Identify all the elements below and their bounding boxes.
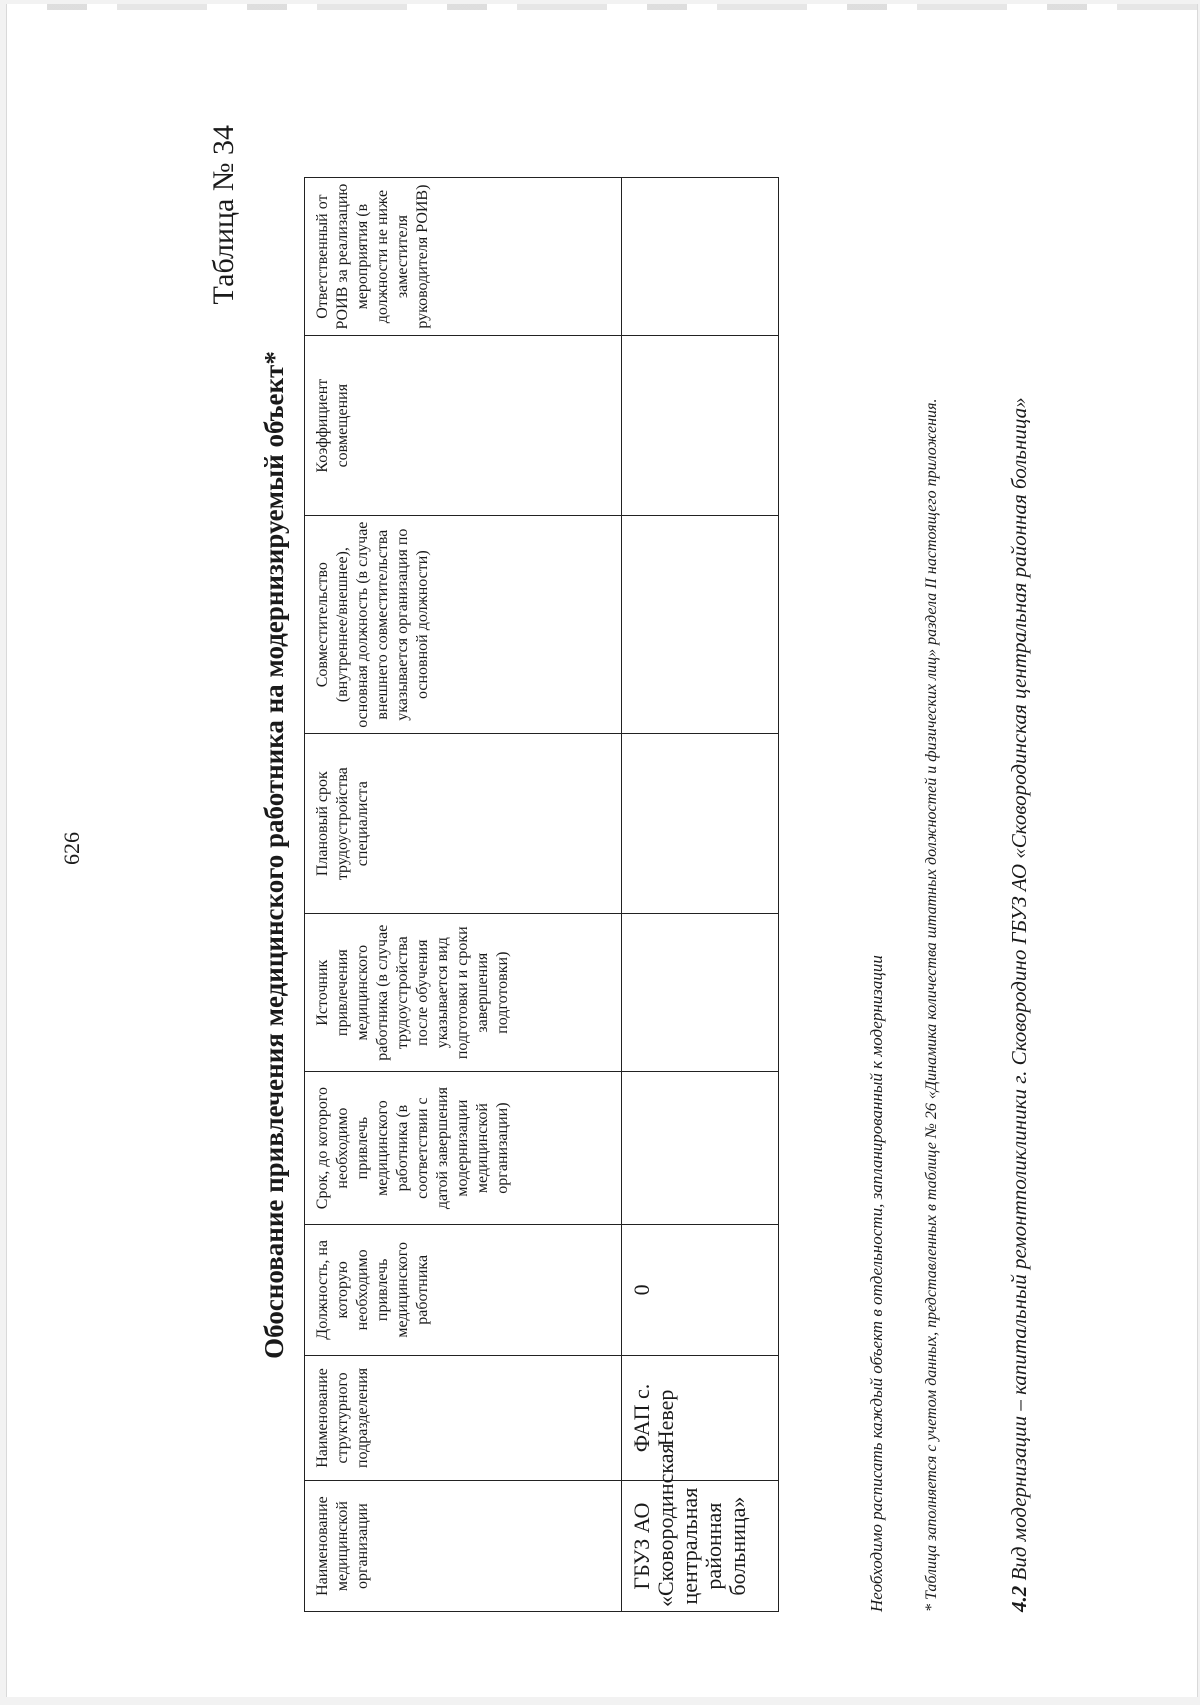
header-cell: Ответственный от РОИВ за реализацию мероприятия (в должности не ниже заместителя руководителя РОИВ) — [305, 178, 622, 336]
section-heading — [1007, 132, 1032, 1612]
table-number: Таблица № 34 — [207, 125, 240, 305]
header-cell: Плановый срок трудоустройства специалиста — [305, 734, 622, 914]
header-cell: Совместительство (внутреннее/внешнее), основная должность (в случае внешнего совместительства указывается организация по основной должности) — [305, 516, 622, 734]
header-cell: Коэффициент совмещения — [305, 336, 622, 516]
document-title: Обоснование привлечения медицинского работника на модернизируемый объект* — [259, 351, 289, 1359]
table-cell — [622, 1072, 779, 1225]
table-cell: ГБУЗ АО «Сковородинская центральная районная больница» — [622, 1481, 779, 1612]
table-cell — [622, 516, 779, 734]
table-cell: 0 — [622, 1224, 779, 1355]
table-cell — [622, 914, 779, 1072]
rotated-content — [7, 5, 1200, 1705]
table-cell: ФАП с. Невер — [622, 1355, 779, 1480]
header-cell: Наименование медицинской организации — [305, 1481, 622, 1612]
table-cell — [622, 178, 779, 336]
header-cell: Должность, на которую необходимо привлечь медицинского работника — [305, 1224, 622, 1355]
section-number: 4.2 — [1007, 1585, 1031, 1612]
document-page — [6, 4, 1198, 1697]
staffing-table — [304, 177, 779, 1612]
header-cell: Наименование структурного подразделения — [305, 1355, 622, 1480]
section-heading-text: Вид модернизации – капитальный ремонтполиклиники г. Сковородино ГБУЗ АО «Сковородинская центральная районная больница» — [1007, 397, 1031, 1581]
table-header-row — [305, 178, 622, 1612]
table-cell — [622, 734, 779, 914]
table-cell — [622, 336, 779, 516]
note-instruction: Необходимо расписать каждый объект в отдельности, запланированный к модернизации — [867, 955, 886, 1612]
header-cell: Источник привлечения медицинского работника (в случае трудоустройства после обучения указывается вид подготовки и сроки завершения подготовки) — [305, 914, 622, 1072]
page-number: 626 — [59, 832, 84, 865]
footnote: * Таблица заполняется с учетом данных, представленных в таблице № 26 «Динамика количества штатных должностей и физических лиц» раздела II настоящего приложения. — [923, 398, 940, 1612]
header-cell: Срок, до которого необходимо привлечь медицинского работника (в соответствии с датой завершения модернизации медицинской организации) — [305, 1072, 622, 1225]
table-row — [622, 178, 779, 1612]
